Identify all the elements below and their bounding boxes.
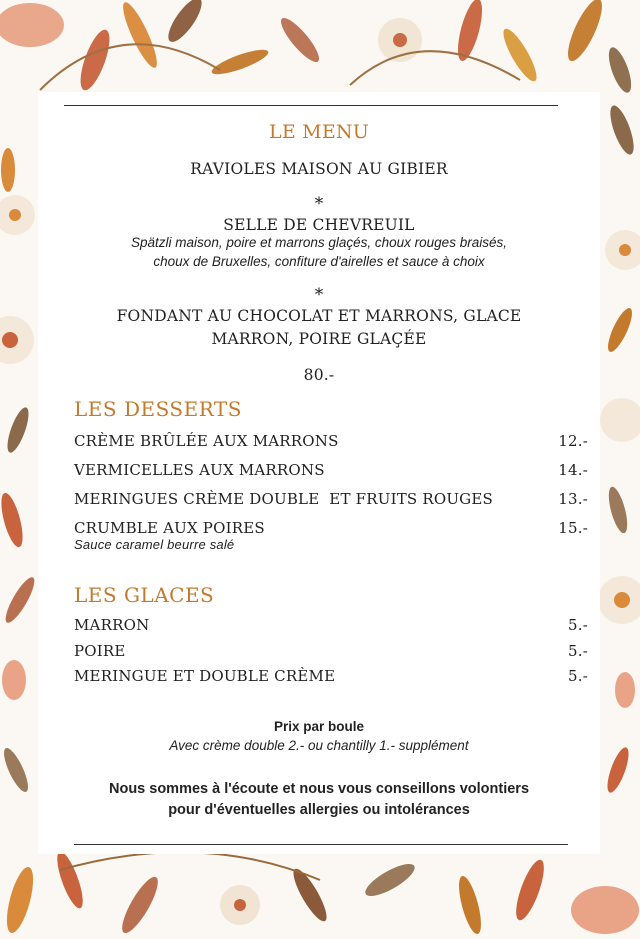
menu-price: 80.- <box>303 366 335 384</box>
course-2: SELLE DE CHEVREUIL <box>223 216 415 234</box>
dessert-name: CRUMBLE AUX POIRES <box>74 519 265 537</box>
glace-price: 5.- <box>568 667 588 685</box>
dessert-price: 12.- <box>558 432 588 450</box>
allergy-notice-line-2: pour d'éventuelles allergies ou intolérances <box>168 802 470 818</box>
separator-star-1: * <box>314 194 324 214</box>
dessert-price: 13.- <box>558 490 588 508</box>
glace-item <box>74 616 588 634</box>
dessert-name: MERINGUES CRÈME DOUBLE ET FRUITS ROUGES <box>74 490 493 508</box>
course-2-description-line-1: Spätzli maison, poire et marrons glaçés, choux rouges braisés, <box>131 235 507 250</box>
top-divider <box>64 105 558 106</box>
glace-name: MARRON <box>74 616 150 634</box>
menu-card <box>38 92 600 854</box>
dessert-item <box>74 490 588 508</box>
dessert-name: VERMICELLES AUX MARRONS <box>74 461 325 479</box>
glace-item <box>74 667 588 685</box>
dessert-item <box>74 461 588 479</box>
right-foliage <box>598 103 640 795</box>
dessert-name: CRÈME BRÛLÉE AUX MARRONS <box>74 432 339 450</box>
allergy-notice-line-1: Nous sommes à l'écoute et nous vous conseillons volontiers <box>108 781 530 797</box>
dessert-item <box>74 432 588 450</box>
desserts-title: LES DESSERTS <box>74 397 242 421</box>
course-1: RAVIOLES MAISON AU GIBIER <box>190 160 448 178</box>
top-foliage <box>0 0 636 95</box>
separator-star-2: * <box>314 285 324 305</box>
course-3-line-2: MARRON, POIRE GLAÇÉE <box>211 330 427 348</box>
dessert-price: 14.- <box>558 461 588 479</box>
glace-item <box>74 642 588 660</box>
glace-price: 5.- <box>568 616 588 634</box>
dessert-item <box>74 519 588 552</box>
glace-name: MERINGUE ET DOUBLE CRÈME <box>74 667 336 685</box>
course-2-description-line-2: choux de Bruxelles, confiture d'airelles et sauce à choix <box>153 254 485 269</box>
bottom-divider <box>74 844 568 845</box>
bottom-foliage <box>2 849 639 937</box>
dessert-price: 15.- <box>558 519 588 537</box>
per-scoop-note: Prix par boule <box>273 719 365 734</box>
glace-price: 5.- <box>568 642 588 660</box>
supplement-note: Avec crème double 2.- ou chantilly 1.- supplément <box>169 738 469 753</box>
course-3-line-1: FONDANT AU CHOCOLAT ET MARRONS, GLACE <box>116 307 522 325</box>
dessert-note: Sauce caramel beurre salé <box>74 537 235 552</box>
left-foliage <box>0 148 39 795</box>
glace-name: POIRE <box>74 642 126 660</box>
glaces-title: LES GLACES <box>74 583 215 607</box>
menu-title: LE MENU <box>269 121 369 143</box>
